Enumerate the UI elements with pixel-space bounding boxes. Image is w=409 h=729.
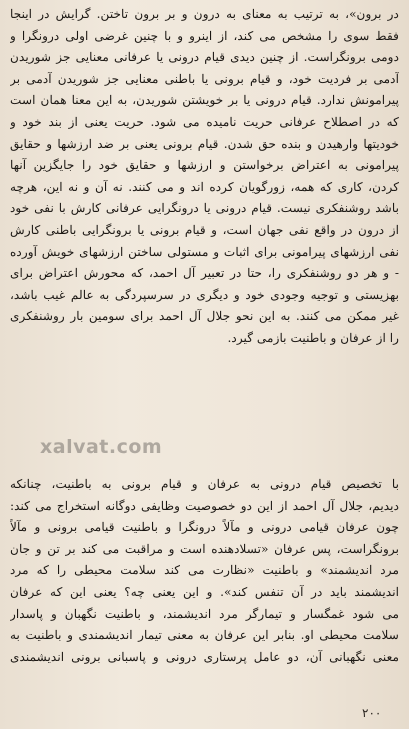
paragraph-2: [10, 474, 399, 668]
watermark: xalvat.com: [40, 436, 163, 458]
text-line: مرد اندیشمند» و باطنیت «نظارت می کند سلامت محیطی را که مرد: [10, 563, 399, 578]
text-line: چون عرفان قیامی درونی و مآلاً درونگرا و باطنیت قیامی برونی و مآلاً: [10, 520, 399, 535]
text-line: فقط سوی را مشخص می کند، از اینرو و با چنین غرضی اولی درونگرا و: [10, 28, 399, 43]
text-line: برونگراست، پس عرفان «تسلادهنده است و مراقبت می کند بر تن و جان: [10, 541, 399, 556]
text-line: بهزیستی و توجیه وجودی خود و دیگری در سرسپردگی به عالم غیب باشد،: [10, 287, 399, 302]
text-line: پیرامونش ندارد. قیام درونی یا بر خویشتن شوریدن، به این معنا همان است: [10, 93, 399, 108]
text-line: - و هر دو روشنفکری را، حتا در تعبیر آل احمد، که محورش اعتراض برای: [10, 266, 399, 281]
text-line: باشد روشنفکری نیست. قیام درونی یا درونگرایی عرفانی کارش با نفی خود: [10, 201, 399, 216]
text-line: دیدیم، جلال آل احمد از این دو خصوصیت وظایفی دوگانه استخراج می کند:: [10, 498, 399, 513]
text-line: آدمی بر فردیت خود، و قیام برونی یا باطنی معنایی جز شوریدن آدمی بر: [10, 71, 399, 86]
text-line: خودیتها وارهیدن و بنده حق شدن. قیام برونی یعنی بر ضد ارزشها و حقایق: [10, 136, 399, 151]
text-line: با تخصیص قیام درونی به عرفان و قیام برونی به باطنیت، چنانکه: [10, 477, 399, 491]
text-line: معنی نگهبانی آن، دو عامل پرستاری درونی و پاسبانی برونی اندیشمندی: [10, 649, 399, 664]
text-line: نفی ارزشهای پیرامونی برای اثبات و مستولی ساختن ارزشهای خویش آورده: [10, 244, 399, 259]
text-line: دومی برونگراست. از چنین دیدی قیام درونی یا عرفانی معنایی جز شوریدن: [10, 50, 399, 65]
text-line: می شود غمگسار و تیمارگر مرد اندیشمند، و باطنیت نگهبان و پاسدار: [10, 606, 399, 621]
text-line: سلامت محیطی او. بنابر این عرفان به معنی تیمار اندیشمندی و باطنیت به: [10, 628, 399, 643]
text-line: از درون در واقع نفی جهان است، و قیام برونی یا برونگرایی باطنی کارش: [10, 222, 399, 237]
text-line: اندیشمند باید در آن تنفس کند». و این یعنی چه؟ یعنی این که عرفان: [10, 584, 399, 599]
paragraph-1: [10, 4, 399, 350]
text-line: در برون»، به ترتیب به معنای به درون و بر برون تاختن. گرایش در اینجا: [10, 7, 399, 21]
text-line: پیرامونی به اعتراض برخواستن و ارزشها و حقایق خود را جایگزین آنها: [10, 158, 399, 173]
text-line: کردن، کاری که همه، زورگویان کرده اند و می کنند. نه آن و نه این، هرچه: [10, 179, 399, 194]
page-number: ۲۰۰: [362, 706, 382, 720]
text-line: را از عرفان و باطنیت بازمی گیرد.: [227, 330, 399, 345]
text-line: که در اصطلاح عرفانی حریت نامیده می شود. حریت یعنی از بند خود و: [10, 114, 399, 129]
text-line: غیر ممکن می کنند. به این نحو جلال آل احمد برای سومین بار روشنفکری: [10, 309, 399, 324]
